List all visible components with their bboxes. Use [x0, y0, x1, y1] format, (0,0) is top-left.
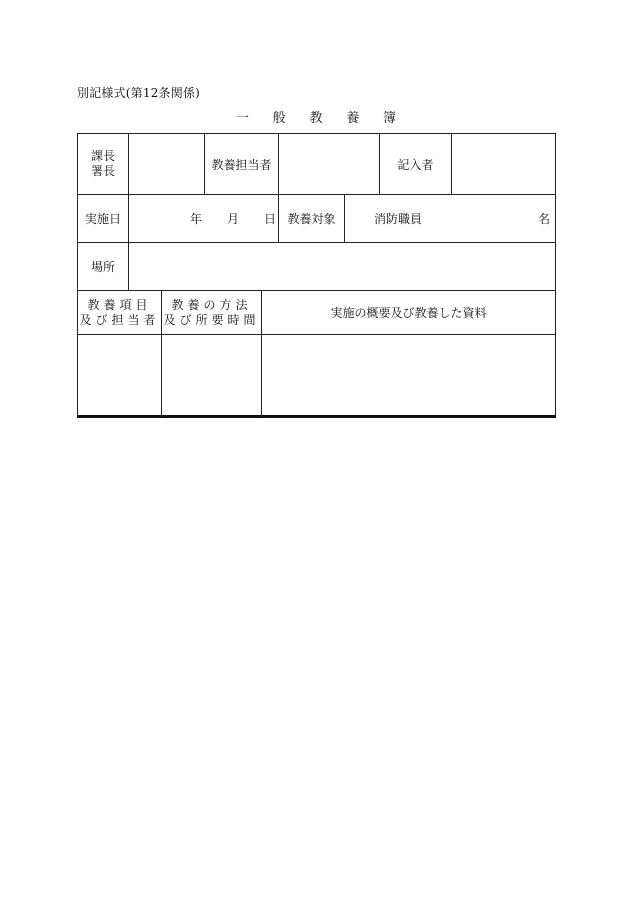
chief-signature-field[interactable] [129, 134, 204, 194]
method-time-header [162, 291, 261, 334]
method-header-line1: 教養の方法 [171, 297, 252, 312]
year-unit: 年 [190, 212, 203, 226]
month-unit: 月 [227, 212, 240, 226]
form-title [236, 107, 396, 126]
recorder-label: 記入者 [397, 157, 434, 172]
target-label: 教養対象 [287, 212, 336, 226]
form-title-char: 養 [346, 111, 360, 126]
staff-label: 消防職員 [374, 212, 423, 226]
date-field[interactable] [129, 195, 278, 242]
summary-field[interactable] [262, 335, 555, 417]
method-header-line2: 及び所要時間 [163, 312, 260, 327]
summary-header: 実施の概要及び教養した資料 [330, 306, 487, 320]
items-header-line2: 及び担当者 [79, 312, 160, 327]
chief-label [78, 134, 128, 194]
instructor-field[interactable] [279, 134, 379, 194]
form-title-char: 般 [272, 111, 286, 126]
instructor-label: 教養担当者 [211, 157, 272, 172]
count-unit: 名 [537, 212, 550, 226]
recorder-field[interactable] [452, 134, 555, 194]
place-field[interactable] [129, 243, 555, 290]
form-title-char: 簿 [382, 111, 396, 126]
date-label: 実施日 [84, 212, 121, 226]
items-instructor-header [78, 291, 161, 334]
target-field[interactable] [345, 195, 555, 242]
form-title-char: 一 [236, 111, 250, 126]
day-unit: 日 [264, 212, 277, 226]
place-label: 場所 [90, 260, 115, 274]
chief-label-line2: 署長 [90, 164, 115, 178]
items-header-line1: 教養項目 [87, 297, 152, 312]
method-time-field[interactable] [162, 335, 261, 417]
form-reference: 別記様式(第12条関係) [77, 86, 201, 100]
chief-label-line1: 課長 [90, 149, 115, 163]
form-title-char: 教 [309, 111, 323, 126]
general-education-record-table [77, 133, 556, 418]
items-instructor-field[interactable] [78, 335, 161, 417]
